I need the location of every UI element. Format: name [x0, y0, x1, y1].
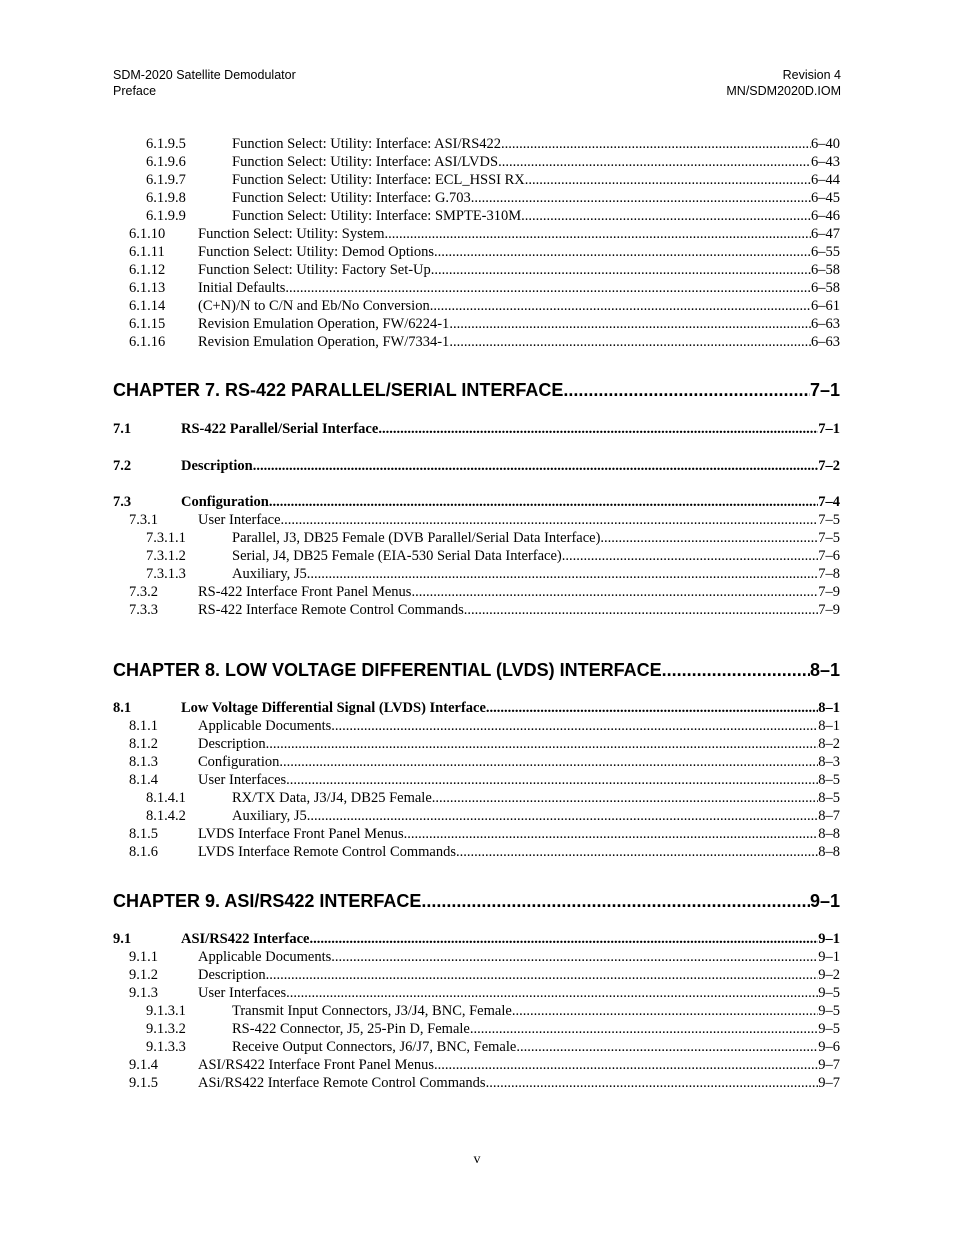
- toc-entry-title: Transmit Input Connectors, J3/J4, BNC, Female: [232, 1003, 512, 1019]
- toc-entry-number: 8.1.1: [129, 718, 158, 734]
- toc-dot-leader: [525, 171, 811, 189]
- toc-entry[interactable]: [113, 601, 840, 619]
- toc-entry-page: 6–47: [811, 226, 840, 242]
- toc-dot-leader: [456, 843, 818, 861]
- toc-entry-title: Function Select: Utility: Interface: SMPTE-310M: [232, 208, 522, 224]
- toc-entry-title: User Interface: [198, 512, 281, 528]
- toc-dot-leader: [307, 807, 818, 825]
- toc-dot-leader: [449, 333, 811, 351]
- toc-entry-page: 9–5: [818, 1021, 840, 1037]
- toc-entry-number: 6.1.14: [129, 298, 166, 314]
- toc-chapter-heading[interactable]: [113, 659, 840, 681]
- toc-entry[interactable]: [113, 279, 840, 297]
- toc-entry-page: 7–5: [818, 512, 840, 528]
- toc-entry[interactable]: [113, 225, 840, 243]
- toc-entry[interactable]: [113, 333, 840, 351]
- toc-entry-title: Parallel, J3, DB25 Female (DVB Parallel/Serial Data Interface): [232, 530, 601, 546]
- toc-entry-number: 8.1.4.2: [146, 808, 186, 824]
- toc-entry[interactable]: [113, 529, 840, 547]
- toc-entry-title: Configuration: [198, 754, 280, 770]
- toc-dot-leader: [286, 771, 818, 789]
- toc-entry-title: Receive Output Connectors, J6/J7, BNC, Female: [232, 1039, 517, 1055]
- toc-entry[interactable]: [113, 189, 840, 207]
- toc-entry[interactable]: [113, 789, 840, 807]
- toc-entry-number: 9.1.4: [129, 1057, 158, 1073]
- toc-dot-leader: [430, 297, 811, 315]
- toc-dot-leader: [421, 890, 810, 912]
- toc-entry-page: 6–40: [811, 136, 840, 152]
- toc-entry[interactable]: [113, 930, 840, 948]
- toc-entry-page: 6–58: [811, 280, 840, 296]
- toc-dot-leader: [486, 699, 818, 717]
- toc-entry[interactable]: [113, 699, 840, 717]
- toc-entry-page: 6–46: [811, 208, 840, 224]
- toc-entry[interactable]: [113, 420, 840, 438]
- toc-entry-page: 7–4: [818, 494, 840, 510]
- toc-entry-page: 8–2: [818, 736, 840, 752]
- toc-entry-title: Description: [198, 967, 266, 983]
- toc-entry-page: 7–1: [809, 380, 840, 400]
- toc-entry-number: 9.1.2: [129, 967, 158, 983]
- toc-entry-page: 7–8: [818, 566, 840, 582]
- toc-entry-title: Revision Emulation Operation, FW/7334-1: [198, 334, 450, 350]
- toc-entry[interactable]: [113, 565, 840, 583]
- header-document-title: SDM-2020 Satellite Demodulator: [113, 68, 296, 82]
- toc-dot-leader: [285, 279, 811, 297]
- toc-dot-leader: [331, 717, 818, 735]
- toc-dot-leader: [253, 457, 819, 475]
- toc-entry[interactable]: [113, 297, 840, 315]
- toc-entry-title: CHAPTER 9. ASI/RS422 INTERFACE: [113, 891, 422, 911]
- toc-entry-number: 9.1.3.2: [146, 1021, 186, 1037]
- toc-dot-leader: [501, 135, 811, 153]
- toc-dot-leader: [434, 1056, 818, 1074]
- toc-entry-title: Function Select: Utility: System: [198, 226, 385, 242]
- toc-entry-title: Revision Emulation Operation, FW/6224-1: [198, 316, 450, 332]
- toc-entry-page: 6–55: [811, 244, 840, 260]
- toc-dot-leader: [309, 930, 818, 948]
- toc-dot-leader: [486, 1074, 819, 1092]
- toc-entry-number: 8.1.3: [129, 754, 158, 770]
- toc-entry-title: Auxiliary, J5: [232, 566, 307, 582]
- toc-entry[interactable]: [113, 315, 840, 333]
- toc-entry-title: Low Voltage Differential Signal (LVDS) Interface: [181, 700, 486, 716]
- toc-entry-title: Description: [181, 458, 253, 474]
- toc-dot-leader: [512, 1002, 818, 1020]
- toc-dot-leader: [266, 735, 819, 753]
- toc-entry[interactable]: [113, 753, 840, 771]
- toc-entry-number: 8.1.6: [129, 844, 158, 860]
- toc-dot-leader: [521, 207, 811, 225]
- toc-entry-title: LVDS Interface Front Panel Menus: [198, 826, 404, 842]
- toc-entry-title: CHAPTER 8. LOW VOLTAGE DIFFERENTIAL (LVDS) INTERFACE: [113, 660, 662, 680]
- toc-entry-number: 9.1.1: [129, 949, 158, 965]
- toc-entry-number: 6.1.9.9: [146, 208, 186, 224]
- toc-entry[interactable]: [113, 511, 840, 529]
- toc-dot-leader: [471, 189, 811, 207]
- toc-entry-page: 7–9: [818, 584, 840, 600]
- toc-entry-title: Function Select: Utility: Interface: G.703: [232, 190, 471, 206]
- toc-entry[interactable]: [113, 547, 840, 565]
- toc-entry-page: 8–1: [818, 718, 840, 734]
- toc-dot-leader: [562, 547, 818, 565]
- toc-entry-title: LVDS Interface Remote Control Commands: [198, 844, 457, 860]
- toc-entry[interactable]: [113, 825, 840, 843]
- toc-dot-leader: [449, 315, 811, 333]
- toc-entry-number: 6.1.16: [129, 334, 166, 350]
- toc-dot-leader: [286, 984, 818, 1002]
- toc-entry[interactable]: [113, 771, 840, 789]
- toc-entry[interactable]: [113, 135, 840, 153]
- toc-entry[interactable]: [113, 171, 840, 189]
- toc-entry-page: 8–1: [818, 700, 840, 716]
- header-document-id: MN/SDM2020D.IOM: [726, 84, 841, 98]
- toc-entry-page: 7–2: [818, 458, 840, 474]
- toc-entry-page: 7–9: [818, 602, 840, 618]
- toc-entry-number: 7.3.1: [129, 512, 158, 528]
- toc-dot-leader: [600, 529, 818, 547]
- running-header-left: [113, 67, 296, 99]
- toc-entry-number: 7.3: [113, 494, 132, 510]
- toc-entry-title: Function Select: Utility: Interface: ASI/RS422: [232, 136, 502, 152]
- toc-entry[interactable]: [113, 153, 840, 171]
- toc-entry[interactable]: [113, 261, 840, 279]
- toc-entry-page: 6–44: [811, 172, 840, 188]
- toc-entry-number: 7.2: [113, 458, 132, 474]
- toc-entry[interactable]: [113, 1002, 840, 1020]
- toc-entry-page: 9–5: [818, 985, 840, 1001]
- toc-entry-page: 8–5: [818, 772, 840, 788]
- toc-dot-leader: [269, 493, 818, 511]
- toc-dot-leader: [498, 153, 811, 171]
- toc-entry-title: Function Select: Utility: Interface: ASI/LVDS: [232, 154, 499, 170]
- toc-entry-page: 9–1: [818, 931, 840, 947]
- toc-entry[interactable]: [113, 243, 840, 261]
- toc-dot-leader: [662, 659, 810, 681]
- toc-entry-number: 7.3.2: [129, 584, 158, 600]
- toc-dot-leader: [431, 261, 811, 279]
- toc-entry-page: 9–7: [818, 1075, 840, 1091]
- toc-entry[interactable]: [113, 807, 840, 825]
- toc-entry-title: ASI/RS422 Interface: [181, 931, 310, 947]
- toc-entry-title: RS-422 Interface Front Panel Menus: [198, 584, 412, 600]
- toc-entry-number: 9.1.3.1: [146, 1003, 186, 1019]
- header-section-name: Preface: [113, 84, 157, 98]
- toc-entry-page: 8–1: [809, 660, 840, 680]
- toc-entry-number: 9.1.5: [129, 1075, 158, 1091]
- toc-entry-number: 6.1.9.6: [146, 154, 186, 170]
- toc-entry-title: (C+N)/N to C/N and Eb/No Conversion: [198, 298, 430, 314]
- toc-entry-title: ASi/RS422 Interface Remote Control Commands: [198, 1075, 486, 1091]
- toc-entry-title: RS-422 Interface Remote Control Commands: [198, 602, 464, 618]
- toc-entry-title: RS-422 Connector, J5, 25-Pin D, Female: [232, 1021, 470, 1037]
- toc-entry[interactable]: [113, 1074, 840, 1092]
- toc-entry[interactable]: [113, 493, 840, 511]
- toc-entry-title: CHAPTER 7. RS-422 PARALLEL/SERIAL INTERFACE: [113, 380, 564, 400]
- running-header-right: [726, 67, 841, 99]
- toc-dot-leader: [563, 379, 810, 401]
- toc-entry-page: 6–58: [811, 262, 840, 278]
- toc-entry-title: Serial, J4, DB25 Female (EIA-530 Serial Data Interface): [232, 548, 562, 564]
- toc-dot-leader: [404, 825, 819, 843]
- toc-entry[interactable]: [113, 583, 840, 601]
- toc-entry-number: 7.1: [113, 421, 132, 437]
- toc-dot-leader: [307, 565, 818, 583]
- toc-entry[interactable]: [113, 1020, 840, 1038]
- toc-entry-title: RX/TX Data, J3/J4, DB25 Female: [232, 790, 432, 806]
- toc-entry-title: Function Select: Utility: Factory Set-Up: [198, 262, 431, 278]
- toc-entry-page: 6–63: [811, 334, 840, 350]
- toc-entry-page: 6–61: [811, 298, 840, 314]
- toc-entry-page: 8–7: [818, 808, 840, 824]
- toc-dot-leader: [516, 1038, 818, 1056]
- toc-entry-page: 8–3: [818, 754, 840, 770]
- toc-entry-title: User Interfaces: [198, 772, 287, 788]
- toc-entry-page: 6–63: [811, 316, 840, 332]
- toc-dot-leader: [464, 601, 818, 619]
- toc-entry-page: 8–8: [818, 826, 840, 842]
- toc-dot-leader: [432, 789, 818, 807]
- toc-entry[interactable]: [113, 966, 840, 984]
- toc-entry-title: ASI/RS422 Interface Front Panel Menus: [198, 1057, 434, 1073]
- toc-entry-number: 9.1: [113, 931, 132, 947]
- toc-dot-leader: [279, 753, 818, 771]
- toc-entry-title: User Interfaces: [198, 985, 287, 1001]
- toc-entry-page: 8–8: [818, 844, 840, 860]
- toc-entry-page: 7–6: [818, 548, 840, 564]
- toc-entry-page: 8–5: [818, 790, 840, 806]
- toc-entry[interactable]: [113, 457, 840, 475]
- toc-entry-number: 6.1.12: [129, 262, 166, 278]
- toc-dot-leader: [281, 511, 819, 529]
- toc-entry-page: 6–43: [811, 154, 840, 170]
- toc-entry-page: 9–1: [818, 949, 840, 965]
- toc-entry[interactable]: [113, 1038, 840, 1056]
- toc-entry-title: Auxiliary, J5: [232, 808, 307, 824]
- toc-entry-title: Configuration: [181, 494, 269, 510]
- toc-chapter-heading[interactable]: [113, 890, 840, 912]
- toc-entry-number: 8.1.2: [129, 736, 158, 752]
- toc-entry-title: Initial Defaults: [198, 280, 286, 296]
- header-revision: Revision 4: [782, 68, 841, 82]
- page-number: v: [473, 1152, 481, 1167]
- toc-entry-number: 7.3.3: [129, 602, 158, 618]
- toc-dot-leader: [384, 225, 811, 243]
- toc-dot-leader: [411, 583, 818, 601]
- toc-entry-number: 6.1.9.8: [146, 190, 186, 206]
- toc-entry-number: 7.3.1.3: [146, 566, 186, 582]
- toc-entry-page: 9–7: [818, 1057, 840, 1073]
- toc-entry-number: 8.1.4: [129, 772, 158, 788]
- toc-entry-number: 6.1.9.5: [146, 136, 186, 152]
- toc-dot-leader: [266, 966, 819, 984]
- toc-entry-page: 7–5: [818, 530, 840, 546]
- toc-entry-number: 8.1.4.1: [146, 790, 186, 806]
- toc-entry-number: 7.3.1.2: [146, 548, 186, 564]
- toc-entry[interactable]: [113, 984, 840, 1002]
- toc-entry-number: 9.1.3: [129, 985, 158, 1001]
- toc-entry-page: 9–6: [818, 1039, 840, 1055]
- toc-entry-number: 6.1.11: [129, 244, 165, 260]
- toc-chapter-heading[interactable]: [113, 379, 840, 401]
- toc-entry-number: 8.1.5: [129, 826, 158, 842]
- toc-entry-title: Function Select: Utility: Interface: ECL_HSSI RX: [232, 172, 525, 188]
- toc-entry[interactable]: [113, 735, 840, 753]
- toc-entry[interactable]: [113, 1056, 840, 1074]
- toc-dot-leader: [378, 420, 818, 438]
- toc-entry-number: 6.1.10: [129, 226, 166, 242]
- toc-entry-page: 9–1: [809, 891, 840, 911]
- toc-entry-number: 6.1.15: [129, 316, 166, 332]
- toc-entry-number: 7.3.1.1: [146, 530, 186, 546]
- toc-dot-leader: [434, 243, 811, 261]
- toc-entry[interactable]: [113, 717, 840, 735]
- toc-entry-title: Applicable Documents: [198, 949, 332, 965]
- toc-entry-number: 8.1: [113, 700, 132, 716]
- toc-dot-leader: [331, 948, 818, 966]
- toc-dot-leader: [470, 1020, 818, 1038]
- toc-entry[interactable]: [113, 948, 840, 966]
- toc-entry-page: 6–45: [811, 190, 840, 206]
- toc-entry-page: 7–1: [818, 421, 840, 437]
- toc-entry-title: Function Select: Utility: Demod Options: [198, 244, 435, 260]
- toc-entry-title: Description: [198, 736, 266, 752]
- toc-entry-page: 9–5: [818, 1003, 840, 1019]
- toc-entry-number: 6.1.9.7: [146, 172, 186, 188]
- toc-entry[interactable]: [113, 843, 840, 861]
- toc-entry-number: 9.1.3.3: [146, 1039, 186, 1055]
- toc-entry-number: 6.1.13: [129, 280, 166, 296]
- toc-entry-page: 9–2: [818, 967, 840, 983]
- toc-entry-title: RS-422 Parallel/Serial Interface: [181, 421, 379, 437]
- toc-entry[interactable]: [113, 207, 840, 225]
- toc-entry-title: Applicable Documents: [198, 718, 332, 734]
